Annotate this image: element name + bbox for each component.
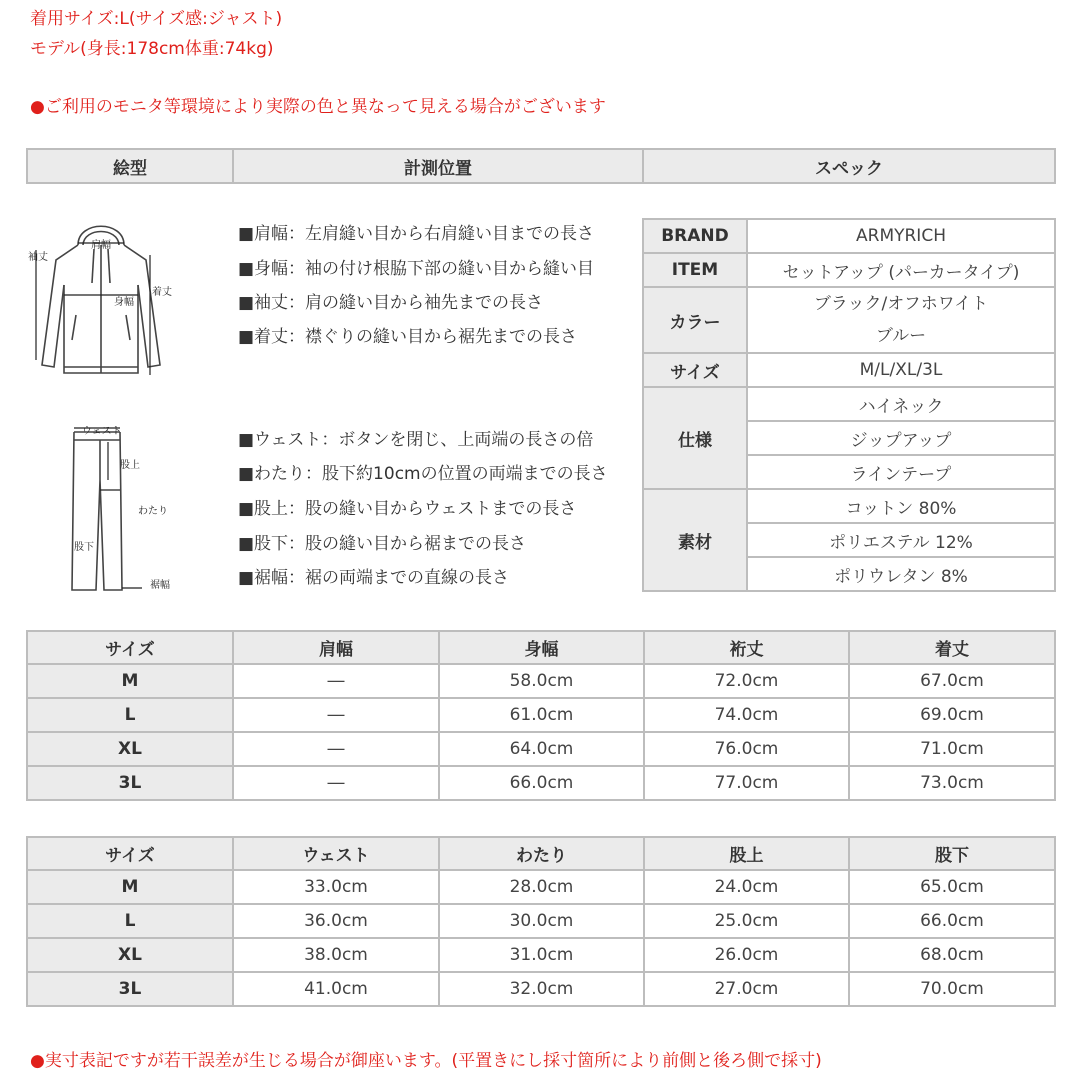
table-header-cell: サイズ [27, 837, 233, 870]
table-cell: 41.0cm [233, 972, 439, 1006]
measure-body-width: ■身幅：袖の付け根脇下部の縫い目から縫い目 [238, 259, 595, 279]
measure-thigh: ■わたり：股下約10cmの位置の両端までの長さ [238, 464, 608, 484]
spec-material-1: コットン 80% [747, 489, 1055, 523]
spec-size-value: M/L/XL/3L [747, 353, 1055, 387]
table-cell: 24.0cm [644, 870, 849, 904]
table-cell: 76.0cm [644, 732, 849, 766]
spec-color-value-2: ブルー [875, 326, 927, 346]
table-cell: XL [27, 732, 233, 766]
table-cell: 25.0cm [644, 904, 849, 938]
table-cell: 73.0cm [849, 766, 1055, 800]
spec-feature-1: ハイネック [747, 387, 1055, 421]
measurement-error-note: ●実寸表記ですが若干誤差が生じる場合が御座います。(平置きにし採寸箇所により前側と後ろ側で採寸) [30, 1051, 822, 1071]
table-row [27, 698, 1055, 732]
table-header-cell: サイズ [27, 631, 233, 664]
pants-label-rise: 股上 [120, 460, 140, 471]
spec-color-value-1: ブラック/オフホワイト [813, 294, 989, 314]
header-spec: スペック [643, 149, 1055, 183]
spec-size-label: サイズ [643, 353, 747, 387]
table-cell: 69.0cm [849, 698, 1055, 732]
table-cell: 38.0cm [233, 938, 439, 972]
section-header [26, 148, 1056, 184]
table-cell: ― [233, 766, 439, 800]
table-row [27, 664, 1055, 698]
table-cell: 26.0cm [644, 938, 849, 972]
table-header-cell: 股下 [849, 837, 1055, 870]
pants-label-hem: 裾幅 [150, 580, 170, 591]
wear-size-note: 着用サイズ:L(サイズ感:ジャスト) [30, 9, 283, 29]
spec-item-label: ITEM [643, 253, 747, 287]
pants-label-waist: ウェスト [82, 426, 122, 437]
table-cell: 77.0cm [644, 766, 849, 800]
model-note: モデル(身長:178cm体重:74kg) [30, 39, 274, 59]
table-cell: 33.0cm [233, 870, 439, 904]
table-row [27, 870, 1055, 904]
header-illustration: 絵型 [27, 149, 233, 183]
table-header-row [27, 631, 1055, 664]
table-cell: 66.0cm [849, 904, 1055, 938]
table-cell: M [27, 664, 233, 698]
table-cell: 65.0cm [849, 870, 1055, 904]
spec-material-2: ポリエステル 12% [747, 523, 1055, 557]
table-row [27, 904, 1055, 938]
measure-inseam: ■股下：股の縫い目から裾までの長さ [238, 534, 527, 554]
table-header-cell: ウェスト [233, 837, 439, 870]
table-cell: M [27, 870, 233, 904]
spec-color-label: カラー [643, 287, 747, 353]
top-size-table [26, 630, 1056, 801]
bottom-size-table [26, 836, 1056, 1007]
pants-illustration [60, 420, 190, 595]
table-header-cell: 着丈 [849, 631, 1055, 664]
table-cell: 66.0cm [439, 766, 644, 800]
table-cell: L [27, 698, 233, 732]
spec-brand-value: ARMYRICH [747, 219, 1055, 253]
monitor-color-note: ●ご利用のモニタ等環境により実際の色と異なって見える場合がございます [30, 97, 606, 117]
measure-waist: ■ウェスト：ボタンを閉じ、上両端の長さの倍 [238, 430, 594, 450]
table-cell: 32.0cm [439, 972, 644, 1006]
table-cell: L [27, 904, 233, 938]
table-cell: 72.0cm [644, 664, 849, 698]
spec-feature-2: ジップアップ [747, 421, 1055, 455]
jacket-illustration [28, 215, 173, 385]
measure-length: ■着丈：襟ぐりの縫い目から裾先までの長さ [238, 327, 578, 347]
jacket-label-length: 着丈 [152, 287, 172, 298]
table-cell: 58.0cm [439, 664, 644, 698]
spec-material-label: 素材 [643, 489, 747, 591]
table-cell: ― [233, 664, 439, 698]
spec-color-value [747, 287, 1055, 353]
table-cell: ― [233, 732, 439, 766]
spec-table [642, 218, 1056, 592]
table-cell: 3L [27, 766, 233, 800]
table-cell: 28.0cm [439, 870, 644, 904]
table-cell: 64.0cm [439, 732, 644, 766]
jacket-label-sleeve: 袖丈 [28, 252, 48, 263]
table-row [27, 732, 1055, 766]
table-cell: 3L [27, 972, 233, 1006]
header-measure-point: 計測位置 [233, 149, 643, 183]
table-cell: 30.0cm [439, 904, 644, 938]
pants-label-inseam: 股下 [74, 542, 94, 553]
table-cell: 67.0cm [849, 664, 1055, 698]
table-header-cell: 身幅 [439, 631, 644, 664]
table-cell: ― [233, 698, 439, 732]
table-cell: 27.0cm [644, 972, 849, 1006]
spec-features-label: 仕様 [643, 387, 747, 489]
table-header-cell: わたり [439, 837, 644, 870]
pants-label-thigh: わたり [138, 506, 168, 517]
measure-shoulder: ■肩幅：左肩縫い目から右肩縫い目までの長さ [238, 224, 595, 244]
table-cell: 74.0cm [644, 698, 849, 732]
table-cell: 68.0cm [849, 938, 1055, 972]
spec-item-value: セットアップ (パーカータイプ) [747, 253, 1055, 287]
jacket-label-shoulder: 肩幅 [91, 240, 111, 251]
table-cell: 71.0cm [849, 732, 1055, 766]
table-header-row [27, 837, 1055, 870]
spec-brand-label: BRAND [643, 219, 747, 253]
measure-sleeve: ■袖丈：肩の縫い目から袖先までの長さ [238, 293, 544, 313]
table-row [27, 938, 1055, 972]
table-row [27, 766, 1055, 800]
table-cell: XL [27, 938, 233, 972]
spec-material-3: ポリウレタン 8% [747, 557, 1055, 591]
measure-rise: ■股上：股の縫い目からウェストまでの長さ [238, 499, 577, 519]
measure-hem: ■裾幅：裾の両端までの直線の長さ [238, 568, 510, 588]
table-header-cell: 股上 [644, 837, 849, 870]
spec-feature-3: ラインテープ [747, 455, 1055, 489]
table-cell: 70.0cm [849, 972, 1055, 1006]
table-row [27, 972, 1055, 1006]
jacket-label-body-width: 身幅 [114, 297, 134, 308]
table-cell: 61.0cm [439, 698, 644, 732]
table-cell: 31.0cm [439, 938, 644, 972]
table-header-cell: 裄丈 [644, 631, 849, 664]
table-cell: 36.0cm [233, 904, 439, 938]
table-header-cell: 肩幅 [233, 631, 439, 664]
